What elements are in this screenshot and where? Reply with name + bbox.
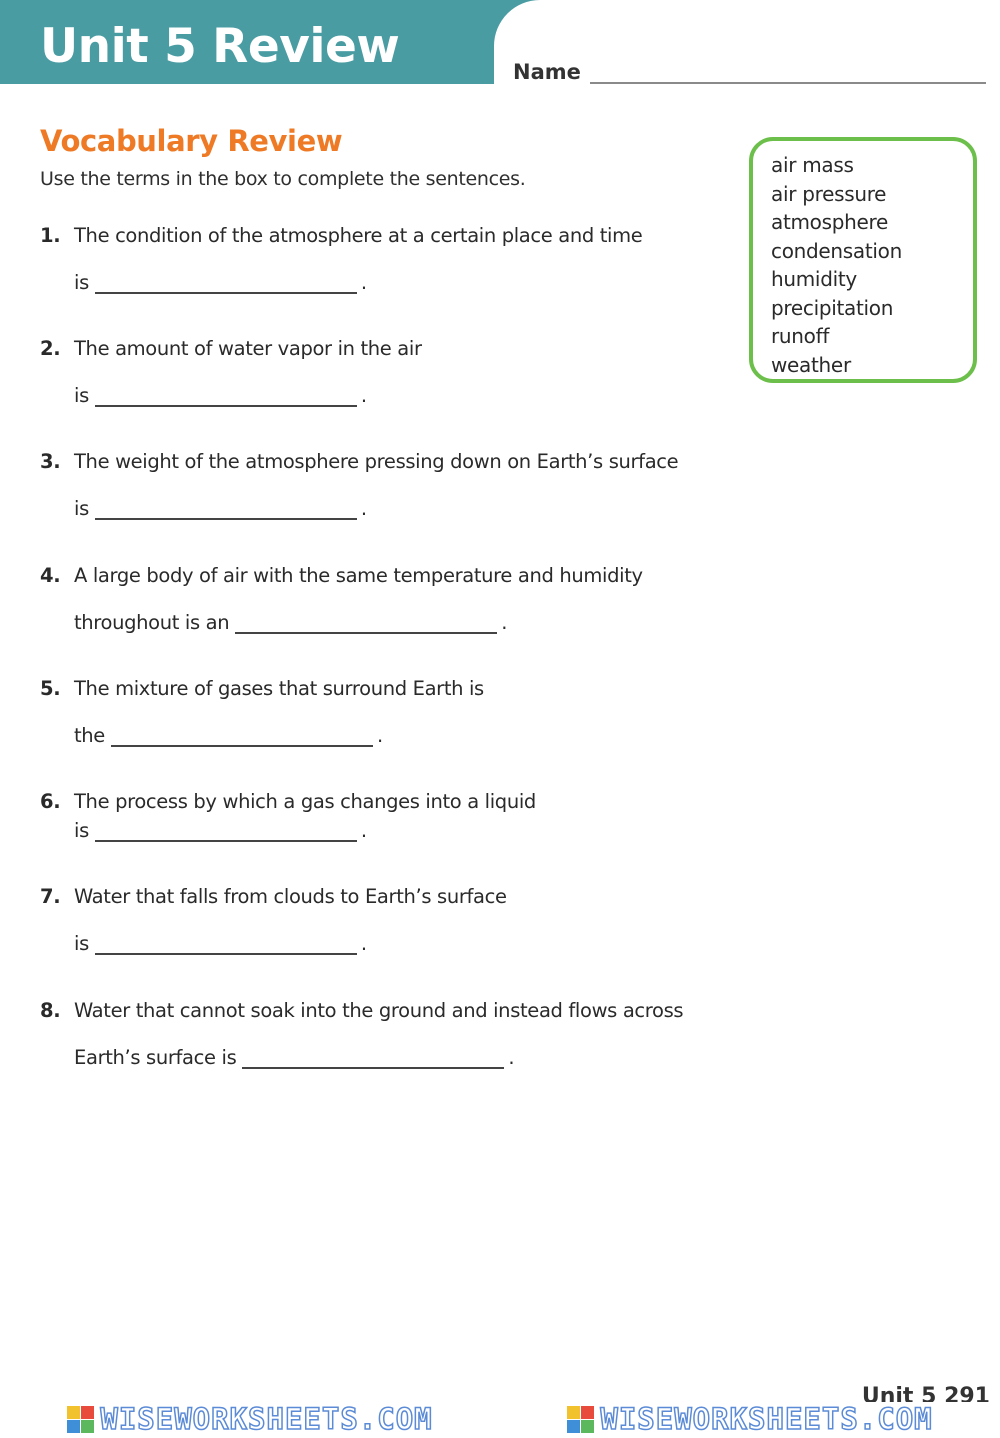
question-number: 5. (40, 677, 61, 700)
answer-line (74, 383, 367, 407)
word-bank-term: weather (771, 352, 851, 377)
answer-blank[interactable] (95, 496, 357, 520)
question-stem: The process by which a gas changes into a liquid (74, 790, 536, 813)
answer-lead: is (74, 497, 89, 520)
watermark (567, 1402, 932, 1436)
instructions: Use the terms in the box to complete the sentences. (40, 168, 526, 190)
answer-line (74, 723, 383, 747)
answer-lead: is (74, 819, 89, 842)
answer-end: . (360, 497, 367, 520)
name-field-line[interactable] (590, 82, 986, 84)
word-bank-box (749, 137, 977, 383)
word-bank-term: condensation (771, 238, 902, 263)
answer-blank[interactable] (111, 723, 373, 747)
answer-lead: the (74, 724, 105, 747)
question-stem: The weight of the atmosphere pressing down on Earth’s surface (74, 450, 679, 473)
answer-line (74, 496, 367, 520)
answer-line (74, 818, 367, 842)
answer-end: . (360, 271, 367, 294)
word-bank-term: air mass (771, 153, 854, 177)
wise-logo-icon (567, 1406, 594, 1433)
section-title: Vocabulary Review (40, 124, 343, 158)
answer-blank[interactable] (95, 270, 357, 294)
question-number: 8. (40, 999, 61, 1022)
answer-line (74, 270, 367, 294)
question-number: 4. (40, 564, 61, 587)
answer-lead: is (74, 271, 89, 294)
watermark-bar (0, 1400, 1000, 1438)
answer-lead: Earth’s surface is (74, 1046, 237, 1069)
answer-end: . (360, 819, 367, 842)
answer-blank[interactable] (95, 383, 357, 407)
answer-blank[interactable] (242, 1045, 504, 1069)
watermark (67, 1402, 432, 1436)
word-bank-term: runoff (771, 324, 830, 348)
question-stem: A large body of air with the same temperature and humidity (74, 564, 643, 587)
answer-blank[interactable] (235, 610, 497, 634)
answer-end: . (376, 724, 383, 747)
watermark-text: WISEWORKSHEETS.COM (600, 1402, 933, 1436)
answer-lead: is (74, 932, 89, 955)
answer-end: . (501, 611, 508, 634)
word-bank-term: precipitation (771, 295, 894, 320)
answer-end: . (360, 384, 367, 407)
question-stem: The amount of water vapor in the air (74, 337, 422, 360)
question-stem: Water that cannot soak into the ground and instead flows across (74, 999, 684, 1022)
question-number: 1. (40, 224, 61, 247)
answer-line (74, 1045, 514, 1069)
watermark-text: WISEWORKSHEETS.COM (100, 1402, 433, 1436)
page-number: Unit 5 291 (861, 1384, 990, 1402)
answer-lead: throughout is an (74, 611, 230, 634)
page-title: Unit 5 Review (40, 19, 400, 74)
answer-lead: is (74, 384, 89, 407)
answer-blank[interactable] (95, 931, 357, 955)
word-bank-term: humidity (771, 267, 857, 291)
wise-logo-icon (67, 1406, 94, 1433)
answer-line (74, 931, 367, 955)
question-stem: The condition of the atmosphere at a certain place and time (74, 224, 643, 247)
answer-end: . (360, 932, 367, 955)
question-stem: Water that falls from clouds to Earth’s surface (74, 885, 507, 908)
question-number: 2. (40, 337, 61, 360)
word-bank-term: air pressure (771, 181, 887, 206)
name-label: Name (513, 60, 581, 84)
question-number: 6. (40, 790, 61, 813)
word-bank-term: atmosphere (771, 210, 889, 234)
answer-end: . (508, 1046, 515, 1069)
answer-line (74, 610, 507, 634)
question-stem: The mixture of gases that surround Earth is (74, 677, 484, 700)
question-number: 3. (40, 450, 61, 473)
question-number: 7. (40, 885, 61, 908)
answer-blank[interactable] (95, 818, 357, 842)
